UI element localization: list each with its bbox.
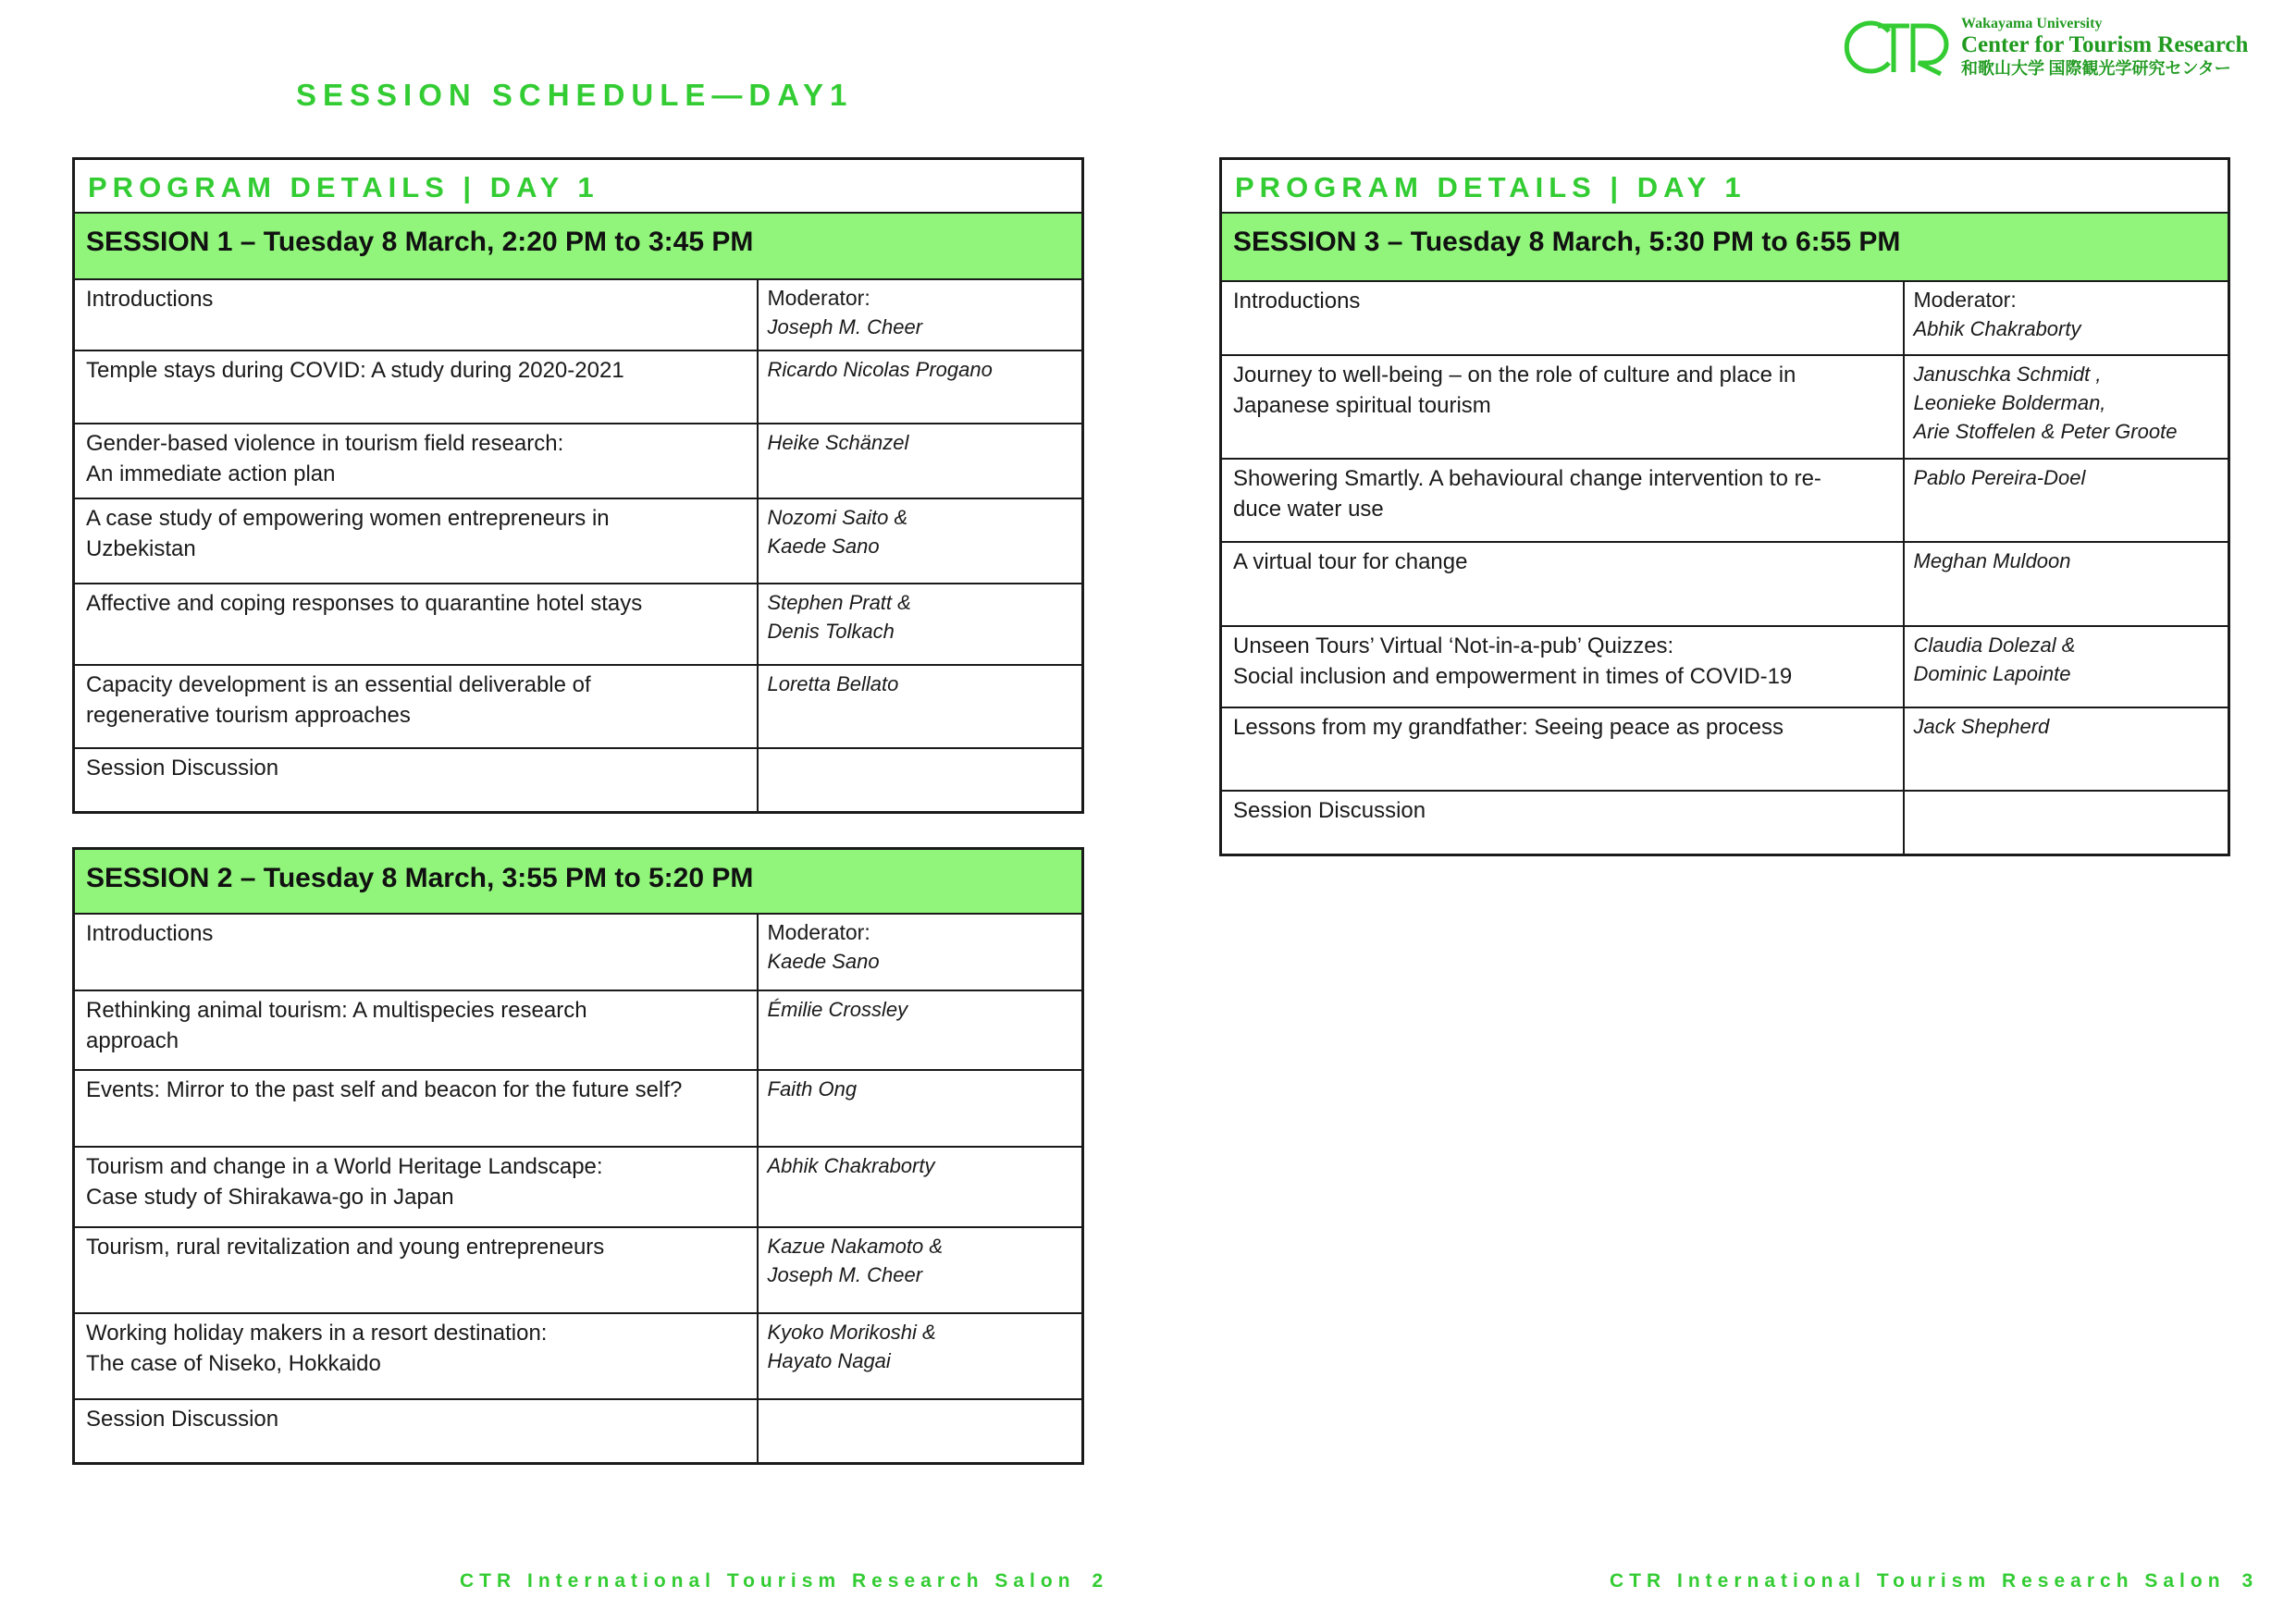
talk-title: Unseen Tours’ Virtual ‘Not-in-a-pub’ Quizzes: Social inclusion and empowerment in times of COVID-19 [1221, 626, 1904, 707]
table-row [74, 1313, 1083, 1399]
presenter-name: Kazue Nakamoto & Joseph M. Cheer [758, 1227, 1083, 1313]
talk-title: Showering Smartly. A behavioural change intervention to re- duce water use [1221, 459, 1904, 542]
logo-center-name: Center for Tourism Research [1961, 32, 2249, 57]
talk-title: Affective and coping responses to quarantine hotel stays [74, 584, 758, 665]
presenter-name: Claudia Dolezal & Dominic Lapointe [1904, 626, 2229, 707]
presenter-name: Meghan Muldoon [1904, 542, 2229, 626]
presenter-name: Januschka Schmidt , Leonieke Bolderman, Arie Stoffelen & Peter Groote [1904, 355, 2229, 459]
table-row [1221, 281, 2229, 355]
session3-title: SESSION 3 – Tuesday 8 March, 5:30 PM to 6:55 PM [1221, 213, 2229, 281]
talk-title: Session Discussion [74, 1399, 758, 1464]
presenter-name: Ricardo Nicolas Progano [758, 350, 1083, 424]
page-number: 2 [1092, 1570, 1109, 1592]
talk-title: A virtual tour for change [1221, 542, 1904, 626]
talk-title: Gender-based violence in tourism field research: An immediate action plan [74, 424, 758, 498]
talk-title: Working holiday makers in a resort destination: The case of Niseko, Hokkaido [74, 1313, 758, 1399]
table-row [74, 350, 1083, 424]
program-details-heading: PROGRAM DETAILS | DAY 1 [74, 159, 1083, 213]
presenter-name [1904, 791, 2229, 855]
presenter-name: Loretta Bellato [758, 665, 1083, 748]
presenter-name [758, 748, 1083, 813]
footer-left [460, 1570, 1108, 1592]
presenter-name: Faith Ong [758, 1070, 1083, 1147]
session2-title: SESSION 2 – Tuesday 8 March, 3:55 PM to 5:20 PM [74, 849, 1083, 914]
presenter-name: Pablo Pereira-Doel [1904, 459, 2229, 542]
logo-japanese-name: 和歌山大学 国際観光学研究センター [1961, 59, 2231, 78]
moderator-label: Moderator: [1913, 287, 2017, 312]
table-row [74, 1070, 1083, 1147]
talk-title: Session Discussion [1221, 791, 1904, 855]
presenter-name: Abhik Chakraborty [758, 1147, 1083, 1227]
talk-title: A case study of empowering women entrepreneurs in Uzbekistan [74, 498, 758, 584]
session3-table [1219, 157, 2230, 856]
talk-title: Rethinking animal tourism: A multispecies research approach [74, 990, 758, 1070]
presenter-name: Jack Shepherd [1904, 707, 2229, 791]
table-row [1221, 459, 2229, 542]
page-number: 3 [2241, 1570, 2259, 1592]
talk-title: Introductions [74, 914, 758, 990]
table-row [1221, 707, 2229, 791]
logo-university: Wakayama University [1961, 16, 2103, 31]
table-row [74, 1147, 1083, 1227]
table-row [74, 1399, 1083, 1464]
talk-title: Temple stays during COVID: A study during 2020-2021 [74, 350, 758, 424]
table-row [74, 584, 1083, 665]
table-row [74, 990, 1083, 1070]
table-row [1221, 542, 2229, 626]
table-row [74, 665, 1083, 748]
table-row [1221, 355, 2229, 459]
table-row [74, 748, 1083, 813]
table-row [74, 1227, 1083, 1313]
table-row [74, 424, 1083, 498]
ctr-logo-mark-icon [1841, 17, 1957, 78]
talk-title: Tourism, rural revitalization and young entrepreneurs [74, 1227, 758, 1313]
talk-title: Lessons from my grandfather: Seeing peace as process [1221, 707, 1904, 791]
table-row [1221, 626, 2229, 707]
talk-title: Journey to well-being – on the role of culture and place in Japanese spiritual tourism [1221, 355, 1904, 459]
page-heading: SESSION SCHEDULE—DAY1 [296, 78, 854, 112]
talk-title: Capacity development is an essential deliverable of regenerative tourism approaches [74, 665, 758, 748]
talk-title: Events: Mirror to the past self and beacon for the future self? [74, 1070, 758, 1147]
table-row [1221, 791, 2229, 855]
ctr-logo [1841, 17, 2276, 81]
moderator-name: Abhik Chakraborty [1913, 316, 2081, 340]
session1-table [72, 157, 1084, 814]
footer-text: CTR International Tourism Research Salon [1610, 1570, 2226, 1592]
talk-title: Tourism and change in a World Heritage Landscape: Case study of Shirakawa-go in Japan [74, 1147, 758, 1227]
moderator-name: Kaede Sano [767, 949, 880, 973]
moderator-label: Moderator: [767, 919, 870, 944]
talk-title: Session Discussion [74, 748, 758, 813]
moderator-label: Moderator: [767, 285, 870, 310]
table-row [74, 914, 1083, 990]
table-row [74, 498, 1083, 584]
program-details-heading: PROGRAM DETAILS | DAY 1 [1221, 159, 2229, 213]
moderator-name: Joseph M. Cheer [767, 314, 923, 338]
footer-right [1610, 1570, 2258, 1592]
talk-title: Introductions [74, 279, 758, 350]
session1-title: SESSION 1 – Tuesday 8 March, 2:20 PM to 3:45 PM [74, 213, 1083, 279]
presenter-name: Nozomi Saito & Kaede Sano [758, 498, 1083, 584]
presenter-name [758, 1399, 1083, 1464]
presenter-name: Heike Schänzel [758, 424, 1083, 498]
session2-table [72, 847, 1084, 1465]
presenter-name: Stephen Pratt & Denis Tolkach [758, 584, 1083, 665]
footer-text: CTR International Tourism Research Salon [460, 1570, 1076, 1592]
presenter-name: Kyoko Morikoshi & Hayato Nagai [758, 1313, 1083, 1399]
talk-title: Introductions [1221, 281, 1904, 355]
table-row [74, 279, 1083, 350]
presenter-name: Émilie Crossley [758, 990, 1083, 1070]
